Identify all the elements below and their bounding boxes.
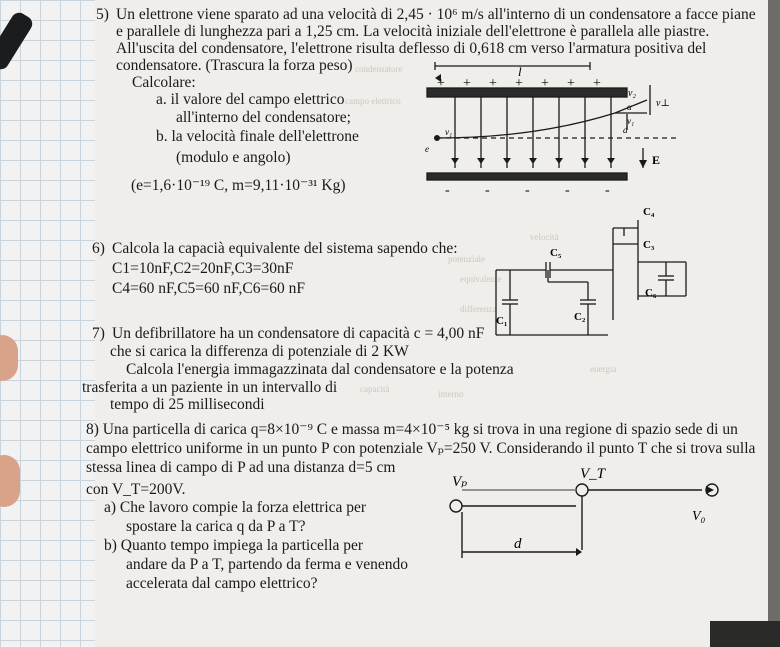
problem-5-number: 5) xyxy=(96,6,109,23)
problem-6-values: C4=60 nF,C5=60 nF,C6=60 nF xyxy=(112,280,305,297)
plus-sign: + xyxy=(593,76,601,91)
c1-label: C₁ xyxy=(496,315,508,327)
problem-5-line: condensatore. (Trascura la forza peso) xyxy=(116,57,353,74)
problem-8-question-a: spostare la carica q da P a T? xyxy=(126,518,306,535)
problem-8-line: campo elettrico uniforme in un punto P con potenziale Vₚ=250 V. Considerando il punto T che si trova sulla xyxy=(86,440,756,457)
problem-5-calcolare: Calcolare: xyxy=(132,74,196,91)
v1-label: v₁ xyxy=(445,127,453,137)
problem-7-line: Un defibrillatore ha un condensatore di capacità c = 4,00 nF xyxy=(112,325,485,342)
v1-label: v₁ xyxy=(627,116,635,126)
problem-5-line: e parallele di lunghezza pari a 1,25 cm. La velocità iniziale dell'elettrone è parallela alle piastre. xyxy=(116,23,710,40)
distance-d-label: d xyxy=(514,536,522,552)
problem-7-line: Calcola l'energia immagazzinata dal condensatore e la potenza xyxy=(126,361,514,378)
problem-5-question-a: a. il valore del campo elettrico xyxy=(156,91,345,108)
problem-8-line: con V_T=200V. xyxy=(86,481,186,498)
problem-5-question-b: b. la velocità finale dell'elettrone xyxy=(156,128,359,145)
bleed-text: velocità xyxy=(530,232,559,242)
potential-points-figure xyxy=(440,458,740,568)
vp-label: Vₚ xyxy=(452,474,468,490)
problem-8-question-b: andare da P a T, partendo da ferma e venendo xyxy=(126,556,409,573)
bleed-text: equivalente xyxy=(460,274,502,284)
plus-sign: + xyxy=(463,76,471,91)
problem-7-number: 7) xyxy=(92,325,105,342)
bleed-text: potenziale xyxy=(448,254,485,264)
deflection-d-label: d xyxy=(623,125,628,135)
plus-sign: + xyxy=(515,76,523,91)
problem-8-question-b: b) Quanto tempo impiega la particella per xyxy=(104,537,364,554)
vt-label: V_T xyxy=(580,466,606,482)
c3-label: C₃ xyxy=(643,239,655,251)
bleed-text: condensatore xyxy=(355,64,403,74)
problem-5-line: All'uscita del condensatore, l'elettrone risulta deflesso di 0,618 cm verso l'armatura positiva del xyxy=(116,40,707,57)
capacitor-deflection-figure xyxy=(415,60,685,195)
c4-label: C₄ xyxy=(643,206,655,218)
v2-label: v₂ xyxy=(628,88,636,99)
problem-6-number: 6) xyxy=(92,240,105,257)
background-shadow xyxy=(768,0,780,647)
bleed-text: energia xyxy=(590,364,617,374)
field-e-label: E xyxy=(652,153,661,167)
capacitor-network-figure xyxy=(488,200,693,345)
grid-paper-underneath xyxy=(0,0,95,647)
c5-label: C₅ xyxy=(550,247,562,259)
problem-8-question-b: accelerata dal campo elettrico? xyxy=(126,575,318,592)
problem-5-question-b: (modulo e angolo) xyxy=(176,149,291,166)
c6-label: C₆ xyxy=(645,287,657,299)
bleed-text: capacità xyxy=(360,384,390,394)
problem-6-values: C1=10nF,C2=20nF,C3=30nF xyxy=(112,260,294,277)
vo-label: V₀ xyxy=(692,509,706,524)
vperp-label: v⊥ xyxy=(656,98,670,109)
bleed-text: interno xyxy=(438,389,464,399)
problem-6-line: Calcola la capacià equivalente del sistema sapendo che: xyxy=(112,240,458,257)
problem-8-question-a: a) Che lavoro compie la forza elettrica per xyxy=(104,499,367,516)
plus-sign: + xyxy=(437,76,445,91)
plus-sign: + xyxy=(541,76,549,91)
minus-sign: - xyxy=(485,183,490,195)
alpha-label: α xyxy=(627,102,632,112)
bleed-text: campo elettrico xyxy=(345,96,401,106)
problem-5-constants: (e=1,6·10⁻¹⁹ C, m=9,11·10⁻³¹ Kg) xyxy=(131,177,346,194)
problem-7-line: tempo di 25 millisecondi xyxy=(110,396,265,413)
problem-5-question-a: all'interno del condensatore; xyxy=(176,109,351,126)
bleed-text: differenza xyxy=(460,304,497,314)
problem-5-line: Un elettrone viene sparato ad una velocità di 2,45 · 10⁶ m/s all'interno di un condensatore a facce piane xyxy=(116,6,756,23)
minus-sign: - xyxy=(605,183,610,195)
plus-sign: + xyxy=(489,76,497,91)
c2-label: C₂ xyxy=(574,311,586,323)
problem-8-line: 8) Una particella di carica q=8×10⁻⁹ C e massa m=4×10⁻⁵ kg si trova in una regione di spazio sede di un xyxy=(86,421,738,438)
minus-sign: - xyxy=(525,183,530,195)
length-label: l xyxy=(518,64,522,79)
electron-label: e xyxy=(425,144,429,154)
minus-sign: - xyxy=(445,183,450,195)
problem-8-line: stessa linea di campo di P ad una distanza d=5 cm xyxy=(86,459,396,476)
problem-7-line: che si carica la differenza di potenziale di 2 KW xyxy=(110,343,409,360)
background-corner xyxy=(710,621,780,647)
minus-sign: - xyxy=(565,183,570,195)
finger-icon xyxy=(0,455,20,507)
plus-sign: + xyxy=(567,76,575,91)
problem-7-line: trasferita a un paziente in un intervallo di xyxy=(82,379,338,396)
